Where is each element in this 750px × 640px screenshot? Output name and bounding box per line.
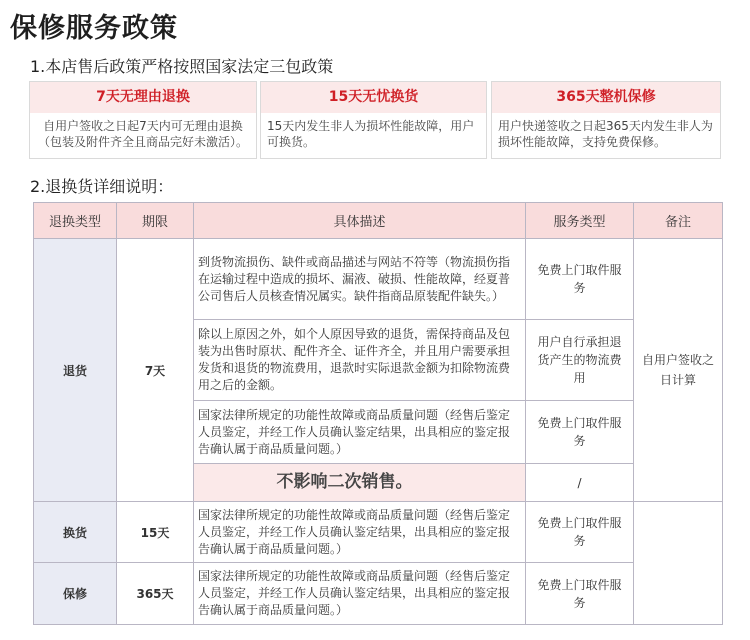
description-cell: 国家法律所规定的功能性故障或商品质量问题（经售后鉴定人员鉴定，并经工作人员确认鉴定结果，出具相应的鉴定报告确认属于商品质量问题。） bbox=[194, 401, 526, 464]
return-type-cell: 退货 bbox=[34, 239, 117, 502]
service-cell: 免费上门取件服务 bbox=[526, 401, 634, 464]
policy-card-title: 15天无忧换货 bbox=[261, 82, 486, 113]
header-service-type: 服务类型 bbox=[526, 203, 634, 239]
note-cell: 自用户签收之日计算 bbox=[634, 239, 723, 502]
policy-card-title: 7天无理由退换 bbox=[30, 82, 256, 113]
warranty-period-cell: 365天 bbox=[117, 563, 194, 625]
policy-card-365-day-warranty bbox=[491, 81, 721, 159]
service-cell: 免费上门取件服务 bbox=[526, 239, 634, 320]
warranty-type-cell: 保修 bbox=[34, 563, 117, 625]
description-cell: 到货物流损伤、缺件或商品描述与网站不符等（物流损伤指在运输过程中造成的损坏、漏液、破损、性能故障，经夏普公司售后人员核查情况属实。缺件指商品原装配件缺失。） bbox=[194, 239, 526, 320]
exchange-period-cell: 15天 bbox=[117, 502, 194, 563]
policy-card-body: 15天内发生非人为损坏性能故障，用户可换货。 bbox=[267, 119, 475, 149]
table-row bbox=[34, 502, 723, 563]
service-cell: / bbox=[526, 464, 634, 502]
page-title: 保修服务政策 bbox=[10, 13, 178, 44]
description-cell: 国家法律所规定的功能性故障或商品质量问题（经售后鉴定人员鉴定，并经工作人员确认鉴定结果，出具相应的鉴定报告确认属于商品质量问题。） bbox=[194, 502, 526, 563]
header-return-type: 退换类型 bbox=[34, 203, 117, 239]
policy-card-7-day-return bbox=[29, 81, 257, 159]
header-period: 期限 bbox=[117, 203, 194, 239]
section-title-details: 2.退换货详细说明： bbox=[30, 177, 174, 196]
service-cell: 免费上门取件服务 bbox=[526, 502, 634, 563]
policy-card-15-day-exchange bbox=[260, 81, 487, 159]
header-note: 备注 bbox=[634, 203, 723, 239]
policy-card-title: 365天整机保修 bbox=[492, 82, 720, 113]
service-cell: 免费上门取件服务 bbox=[526, 563, 634, 625]
policy-card-body: 用户快递签收之日起365天内发生非人为损坏性能故障，支持免费保修。 bbox=[498, 119, 713, 149]
section-title-policy: 1.本店售后政策严格按照国家法定三包政策 bbox=[30, 57, 334, 76]
note-cell-empty bbox=[634, 502, 723, 625]
return-period-cell: 7天 bbox=[117, 239, 194, 502]
policy-cards bbox=[29, 81, 721, 161]
table-row bbox=[34, 239, 723, 320]
table-header-row bbox=[34, 203, 723, 239]
header-description: 具体描述 bbox=[194, 203, 526, 239]
return-policy-table bbox=[33, 202, 723, 625]
description-cell: 不影响二次销售。 bbox=[194, 464, 526, 502]
exchange-type-cell: 换货 bbox=[34, 502, 117, 563]
table-row bbox=[34, 563, 723, 625]
description-cell: 除以上原因之外，如个人原因导致的退货，需保持商品及包装为出售时原状、配件齐全、证件齐全，并且用户需要承担发货和退货的物流费用，退款时实际退款金额为扣除物流费用之后的金额。 bbox=[194, 320, 526, 401]
description-cell: 国家法律所规定的功能性故障或商品质量问题（经售后鉴定人员鉴定，并经工作人员确认鉴定结果，出具相应的鉴定报告确认属于商品质量问题。） bbox=[194, 563, 526, 625]
service-cell: 用户自行承担退货产生的物流费用 bbox=[526, 320, 634, 401]
policy-card-body: 自用户签收之日起7天内可无理由退换（包装及附件齐全且商品完好未激活）。 bbox=[37, 119, 248, 149]
